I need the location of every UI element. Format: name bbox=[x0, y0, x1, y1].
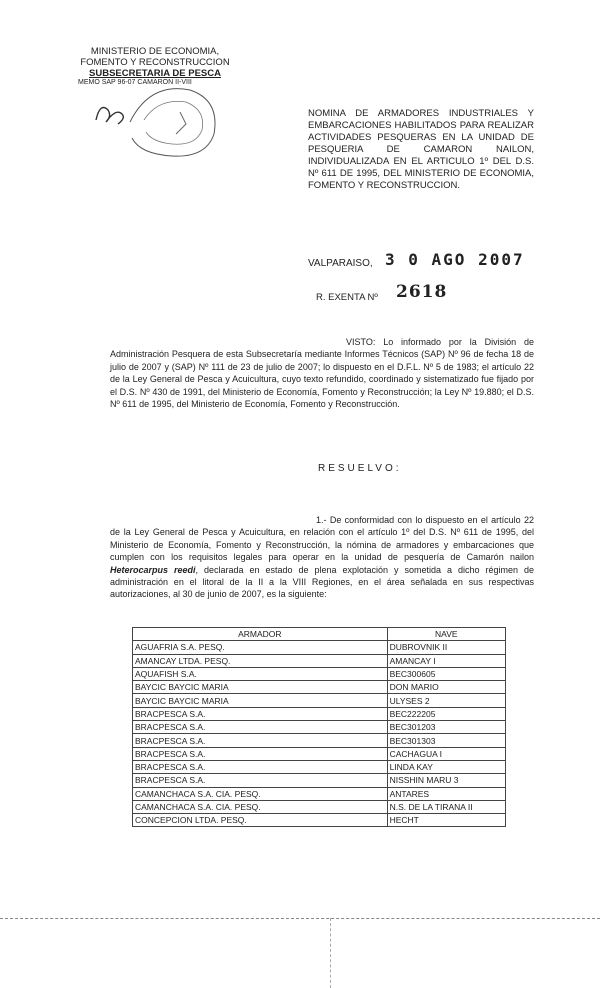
table-header-row bbox=[133, 628, 506, 641]
nave-cell: DON MARIO bbox=[387, 681, 505, 694]
header-line-2: FOMENTO Y RECONSTRUCCION bbox=[80, 57, 230, 68]
nave-cell: CACHAGUA I bbox=[387, 747, 505, 760]
header-line-1: MINISTERIO DE ECONOMIA, bbox=[90, 46, 220, 57]
armador-cell: CAMANCHACA S.A. CIA. PESQ. bbox=[133, 800, 388, 813]
armador-cell: AMANCAY LTDA. PESQ. bbox=[133, 654, 388, 667]
table-row bbox=[133, 667, 506, 680]
species-name: Heterocarpus reedi bbox=[110, 564, 196, 575]
armador-cell: AGUAFRIA S.A. PESQ. bbox=[133, 641, 388, 654]
nave-cell: BEC222205 bbox=[387, 707, 505, 720]
header-line-4: MEMO SAP 96-07 CAMARON II-VIII bbox=[78, 79, 192, 86]
armador-cell: AQUAFISH S.A. bbox=[133, 667, 388, 680]
table-row bbox=[133, 694, 506, 707]
armador-cell: CONCEPCION LTDA. PESQ. bbox=[133, 814, 388, 827]
header-line-3: SUBSECRETARIA DE PESCA bbox=[89, 68, 221, 79]
nave-cell: AMANCAY I bbox=[387, 654, 505, 667]
armador-cell: BAYCIC BAYCIC MARIA bbox=[133, 694, 388, 707]
nave-cell: N.S. DE LA TIRANA II bbox=[387, 800, 505, 813]
resolution-label: R. EXENTA Nº bbox=[316, 292, 378, 303]
armador-cell: BRACPESCA S.A. bbox=[133, 774, 388, 787]
nave-cell: BEC301203 bbox=[387, 721, 505, 734]
nave-cell: BEC300605 bbox=[387, 667, 505, 680]
armadores-table bbox=[132, 627, 506, 827]
document-title: NOMINA DE ARMADORES INDUSTRIALES Y EMBARCACIONES HABILITADOS PARA REALIZAR ACTIVIDADES PESQUERAS EN LA UNIDAD DE PESQUERIA DE CAMARON NAILON, INDIVIDUALIZADA EN EL ARTICULO 1º DEL D.S. Nº 611 DE 1995, DEL MINISTERIO DE ECONOMIA, FOMENTO Y RECONSTRUCCION. bbox=[308, 108, 534, 191]
table-row bbox=[133, 707, 506, 720]
table-row bbox=[133, 800, 506, 813]
armador-cell: BRACPESCA S.A. bbox=[133, 707, 388, 720]
table-row bbox=[133, 681, 506, 694]
signature-mark bbox=[92, 98, 132, 128]
armador-cell: BAYCIC BAYCIC MARIA bbox=[133, 681, 388, 694]
place-city: VALPARAISO, bbox=[308, 258, 373, 269]
place-date-stamp: 3 0 AGO 2007 bbox=[385, 250, 525, 269]
table-row bbox=[133, 734, 506, 747]
table-body bbox=[133, 641, 506, 827]
nave-cell: NISSHIN MARU 3 bbox=[387, 774, 505, 787]
paragraph-1-before: 1.- De conformidad con lo dispuesto en el artículo 22 de la Ley General de Pesca y Acuicultura, en relación con el artículo 1º del D.S. Nº 611 de 1995, del Ministerio de Economía, Fomento y Reconstrucción, la nómina de armadores y embarcaciones que cumplen con los requisitos legales para operar en la unidad de pesquería de Camarón nailon bbox=[110, 515, 534, 563]
armador-cell: BRACPESCA S.A. bbox=[133, 760, 388, 773]
paragraph-1 bbox=[110, 514, 534, 601]
armador-cell: BRACPESCA S.A. bbox=[133, 721, 388, 734]
table-row bbox=[133, 774, 506, 787]
visto-paragraph bbox=[110, 336, 534, 410]
resolution-number: 2618 bbox=[396, 282, 448, 302]
visto-text: VISTO: Lo informado por la División de Administración Pesquera de esta Subsecretaría mediante Informes Técnicos (SAP) Nº 96 de fecha 18 de julio de 2007 y (SAP) Nº 111 de 23 de julio de 2007; lo dispuesto en el D.F.L. Nº 5 de 1983; el artículo 22 de la Ley General de Pesca y Acuicultura, cuyo texto refundido, coordinado y sistematizado fue fijado por el D.S. Nº 430 de 1991, del Ministerio de Economía, Fomento y Reconstrucción; la Ley Nº 19.880; el D.S. Nº 611 de 1995, del Ministerio de Economía, Fomento y Reconstrucción. bbox=[110, 337, 534, 410]
paragraph-1-after: , declarada en estado de plena explotación y sometida a dicho régimen de administración en el litoral de la II a la VIII Regiones, en el área señalada en sus respectivas autorizaciones, al 30 de junio de 2007, es la siguiente: bbox=[110, 564, 534, 600]
page-fold-line bbox=[330, 918, 331, 988]
nave-cell: BEC301303 bbox=[387, 734, 505, 747]
armador-cell: BRACPESCA S.A. bbox=[133, 747, 388, 760]
page-cut-line bbox=[0, 918, 600, 919]
table-row bbox=[133, 747, 506, 760]
nave-cell: LINDA KAY bbox=[387, 760, 505, 773]
nave-cell: ULYSES 2 bbox=[387, 694, 505, 707]
nave-cell: ANTARES bbox=[387, 787, 505, 800]
table-row bbox=[133, 814, 506, 827]
table-row bbox=[133, 721, 506, 734]
table-row bbox=[133, 654, 506, 667]
nave-cell: DUBROVNIK II bbox=[387, 641, 505, 654]
armador-cell: BRACPESCA S.A. bbox=[133, 734, 388, 747]
column-header-nave: NAVE bbox=[387, 628, 505, 641]
table-row bbox=[133, 787, 506, 800]
table-row bbox=[133, 641, 506, 654]
resuelvo-heading: RESUELVO: bbox=[318, 463, 402, 474]
nave-cell: HECHT bbox=[387, 814, 505, 827]
armador-cell: CAMANCHACA S.A. CIA. PESQ. bbox=[133, 787, 388, 800]
column-header-armador: ARMADOR bbox=[133, 628, 388, 641]
table-row bbox=[133, 760, 506, 773]
